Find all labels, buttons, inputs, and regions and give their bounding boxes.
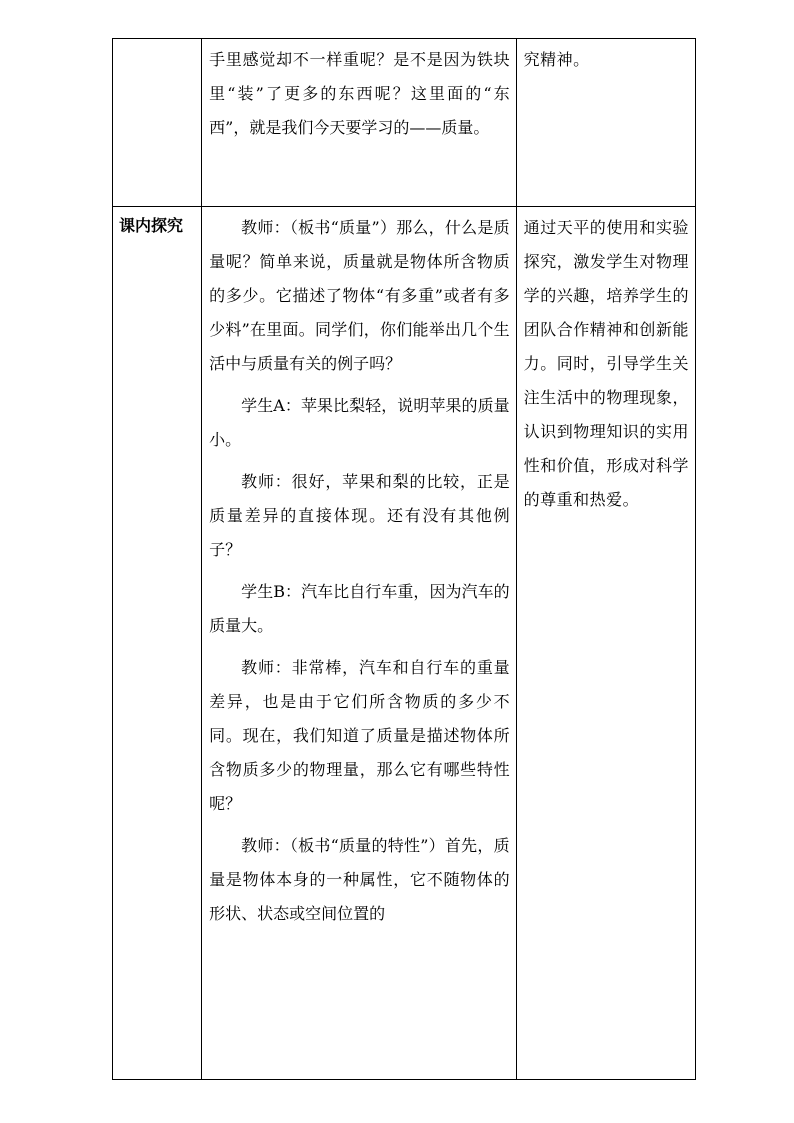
design-intent: [516, 39, 695, 207]
paragraph: 教师：非常棒，汽车和自行车的重量差异，也是由于它们所含物质的多少不同。现在，我们知道了质量是描述物体所含物质多少的物理量，那么它有哪些特性呢？: [209, 658, 510, 813]
table-row: [113, 39, 696, 207]
activity-content: [202, 39, 517, 207]
activity-content: [202, 207, 517, 1080]
stage-label: 课内探究: [113, 207, 202, 1080]
lesson-plan-table: [112, 38, 696, 1080]
design-intent: [516, 207, 695, 1080]
paragraph: 教师：（板书“质量的特性”）首先，质量是物体本身的一种属性，它不随物体的形状、状态或空间位置的: [209, 836, 510, 923]
paragraph: 究精神。: [523, 50, 590, 69]
paragraph: 学生B：汽车比自行车重，因为汽车的质量大。: [209, 582, 510, 635]
table-row: [113, 207, 696, 1080]
paragraph: 通过天平的使用和实验探究，激发学生对物理学的兴趣，培养学生的团队合作精神和创新能力。同时，引导学生关注生活中的物理现象，认识到物理知识的实用性和价值，形成对科学的尊重和热爱。: [523, 218, 689, 509]
stage-label: [113, 39, 202, 207]
paragraph: 学生A：苹果比梨轻，说明苹果的质量小。: [209, 396, 510, 449]
paragraph: 教师：很好，苹果和梨的比较，正是质量差异的直接体现。还有没有其他例子？: [209, 472, 510, 559]
paragraph: 手里感觉却不一样重呢？是不是因为铁块里“装”了更多的东西呢？这里面的“东西”，就是我们今天要学习的——质量。: [209, 50, 510, 137]
paragraph: 教师：（板书“质量”）那么，什么是质量呢？简单来说，质量就是物体所含物质的多少。它描述了物体“有多重”或者有多少料”在里面。同学们，你们能举出几个生活中与质量有关的例子吗？: [209, 218, 510, 373]
